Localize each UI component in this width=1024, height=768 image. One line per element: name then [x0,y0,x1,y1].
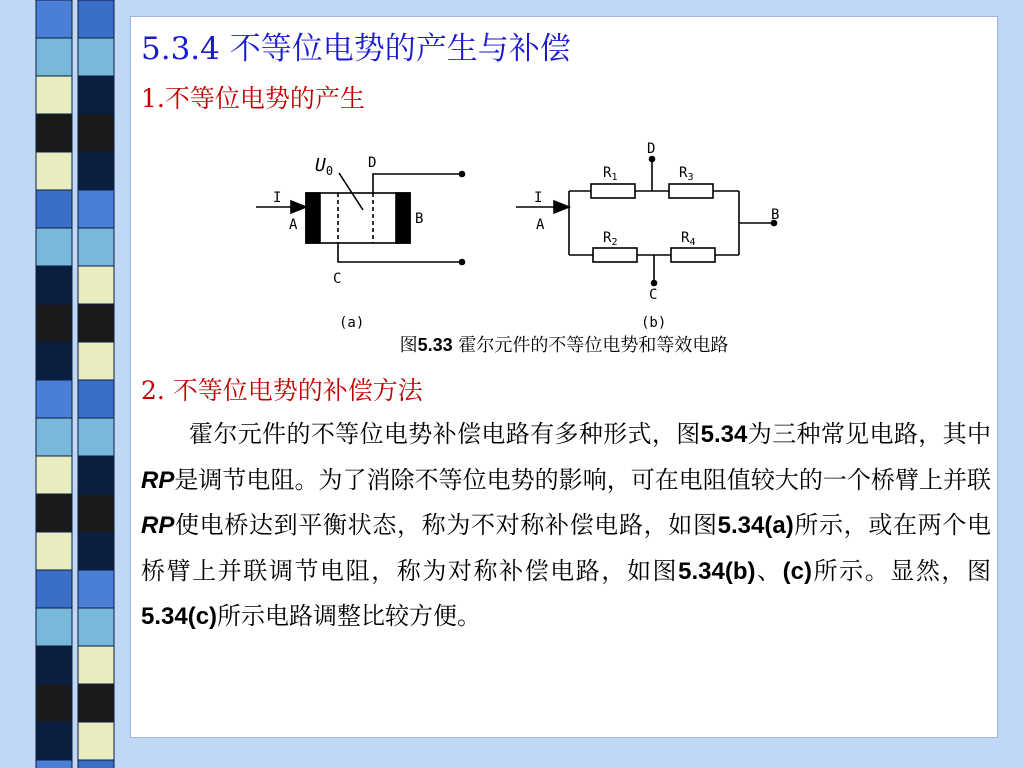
stripe-block [78,304,114,342]
label-a: A [536,217,545,233]
wire-c [338,243,461,262]
stripe-block [78,228,114,266]
stripe-block [36,266,72,304]
decorative-stripe [0,0,120,768]
resistor-r1 [591,184,635,198]
stripe-block [36,722,72,760]
stripe-block [36,228,72,266]
stripe-block [78,456,114,494]
hall-element-figure [251,125,811,335]
stripe-block [78,0,114,38]
stripe-block [78,38,114,76]
terminal-d [460,172,465,177]
label-d: D [647,141,656,157]
stripe-block [36,608,72,646]
label-i: I [273,190,282,206]
slide-title: 5.3.4 不等位电势的产生与补偿 [141,31,571,67]
label-r3: $R_3$ [679,165,694,183]
stripe-block [36,342,72,380]
wire-d [373,174,461,193]
resistor-r3 [669,184,713,198]
stripe-block [78,114,114,152]
stripe-block [36,190,72,228]
stripe-block [78,760,114,768]
subfigure-label-b: (b) [641,315,667,331]
arrow-icon [291,201,306,213]
stripe-block [36,114,72,152]
stripe-block [78,684,114,722]
stripe-block [78,342,114,380]
section-heading-2: 2. 不等位电势的补偿方法 [141,376,423,405]
stripe-block [36,38,72,76]
terminal-d [650,157,655,162]
stripe-block [36,684,72,722]
stripe-block [78,266,114,304]
subfigure-label-a: (a) [339,315,365,331]
stripe-block [36,570,72,608]
electrode-a [306,193,320,243]
label-b: B [415,211,424,227]
body-paragraph: 霍尔元件的不等位电势补偿电路有多种形式，图5.34为三种常见电路，其中RP是调节电阻。为了消除不等位电势的影响，可在电阻值较大的一个桥臂上并联RP使电桥达到平衡状态，称为不对称补偿电路，如图5.34(a)所示，或在两个电桥臂上并联调节电阻，称为对称补偿电路，如图5.34(b)、(c)所示。显然，图5.34(c)所示电路调整比较方便。 [141,420,992,631]
u0-pointer [339,173,363,210]
stripe-block [78,608,114,646]
stripe-block [78,494,114,532]
stripe-block [78,190,114,228]
label-r2: $R_2$ [603,230,618,248]
label-r4: $R_4$ [681,230,696,248]
label-a: A [289,217,298,233]
stripe-block [78,418,114,456]
label-u0: $U_0$ [315,155,334,178]
label-i: I [534,190,543,206]
figure-caption: 图5.33 霍尔元件的不等位电势和等效电路 [399,335,729,356]
resistor-r4 [671,248,715,262]
stripe-block [78,570,114,608]
stripe-block [36,0,72,38]
stripe-block [78,532,114,570]
terminal-c [460,260,465,265]
stripe-block [78,152,114,190]
stripe-block [36,760,72,768]
stripe-block [78,380,114,418]
label-c: C [333,271,342,287]
stripe-block [36,494,72,532]
label-c: C [649,287,658,303]
arrow-icon [554,201,569,213]
slide-content [130,16,998,738]
stripe-block [36,532,72,570]
stripe-block [78,722,114,760]
stripe-block [36,380,72,418]
stripe-block [36,418,72,456]
label-d: D [368,155,377,171]
electrode-b [396,193,410,243]
label-r1: $R_1$ [603,165,618,183]
label-b: B [771,207,780,223]
stripe-block [36,456,72,494]
hall-element-body [306,193,410,243]
stripe-block [78,76,114,114]
stripe-block [36,646,72,684]
stripe-block [36,152,72,190]
stripe-block [36,76,72,114]
stripe-block [78,646,114,684]
terminal-c [652,281,657,286]
section-heading-1: 1.不等位电势的产生 [141,84,365,113]
stripe-block [36,304,72,342]
resistor-r2 [593,248,637,262]
